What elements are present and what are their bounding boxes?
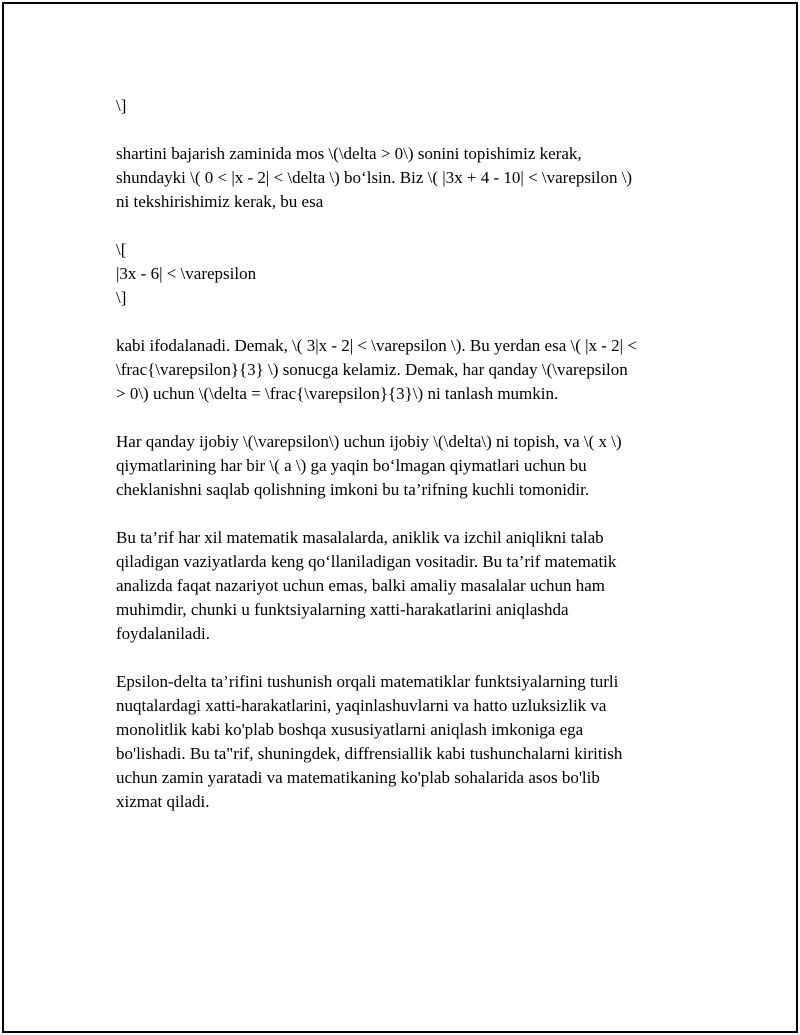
text-line: bo'lishadi. Bu ta"rif, shuningdek, diffrensiallik kabi tushunchalarni kiritish [116,744,623,763]
text-line: \] [116,288,127,307]
paragraph [116,334,696,406]
paragraph [116,142,696,214]
document-body [116,94,696,838]
text-line: Epsilon-delta ta’rifini tushunish orqali matematiklar funktsiyalarning turli [116,672,619,691]
text-line: analizda faqat nazariyot uchun emas, balki amaliy masalalar uchun ham [116,576,606,595]
text-line: kabi ifodalanadi. Demak, \( 3|x - 2| < \varepsilon \). Bu yerdan esa \( |x - 2| < [116,336,637,355]
text-line: muhimdir, chunki u funktsiyalarning xatti-harakatlarini aniqlashda [116,600,569,619]
text-line: nuqtalardagi xatti-harakatlarini, yaqinlashuvlarni va hatto uzluksizlik va [116,696,607,715]
text-line: Bu ta’rif har xil matematik masalalarda, aniklik va izchil aniqlikni talab [116,528,604,547]
paragraph [116,670,696,814]
text-line: shartini bajarish zaminida mos \(\delta > 0\) sonini topishimiz kerak, [116,144,582,163]
text-line: Har qanday ijobiy \(\varepsilon\) uchun ijobiy \(\delta\) ni topish, va \( x \) [116,432,622,451]
text-line: \frac{\varepsilon}{3} \) sonucga kelamiz. Demak, har qanday \(\varepsilon [116,360,628,379]
paragraph [116,430,696,502]
text-line: shundayki \( 0 < |x - 2| < \delta \) bo‘lsin. Biz \( |3x + 4 - 10| < \varepsilon \) [116,168,633,187]
text-line: foydalaniladi. [116,624,210,643]
text-line: ni tekshirishimiz kerak, bu esa [116,192,324,211]
text-line: qiladigan vaziyatlarda keng qo‘llaniladigan vositadir. Bu ta’rif matematik [116,552,617,571]
text-line: monolitlik kabi ko'plab boshqa xususiyatlarni aniqlash imkoniga ega [116,720,584,739]
paragraph [116,526,696,646]
text-line: cheklanishni saqlab qolishning imkoni bu ta’rifning kuchli tomonidir. [116,480,590,499]
text-line: \] [116,96,127,115]
math-close-block [116,94,696,118]
text-line: |3x - 6| < \varepsilon [116,264,257,283]
text-line: uchun zamin yaratadi va matematikaning ko'plab sohalarida asos bo'lib [116,768,600,787]
math-display-block [116,238,696,310]
text-line: qiymatlarining har bir \( a \) ga yaqin bo‘lmagan qiymatlari uchun bu [116,456,587,475]
text-line: \[ [116,240,127,259]
text-line: > 0\) uchun \(\delta = \frac{\varepsilon}{3}\) ni tanlash mumkin. [116,384,559,403]
text-line: xizmat qiladi. [116,792,210,811]
